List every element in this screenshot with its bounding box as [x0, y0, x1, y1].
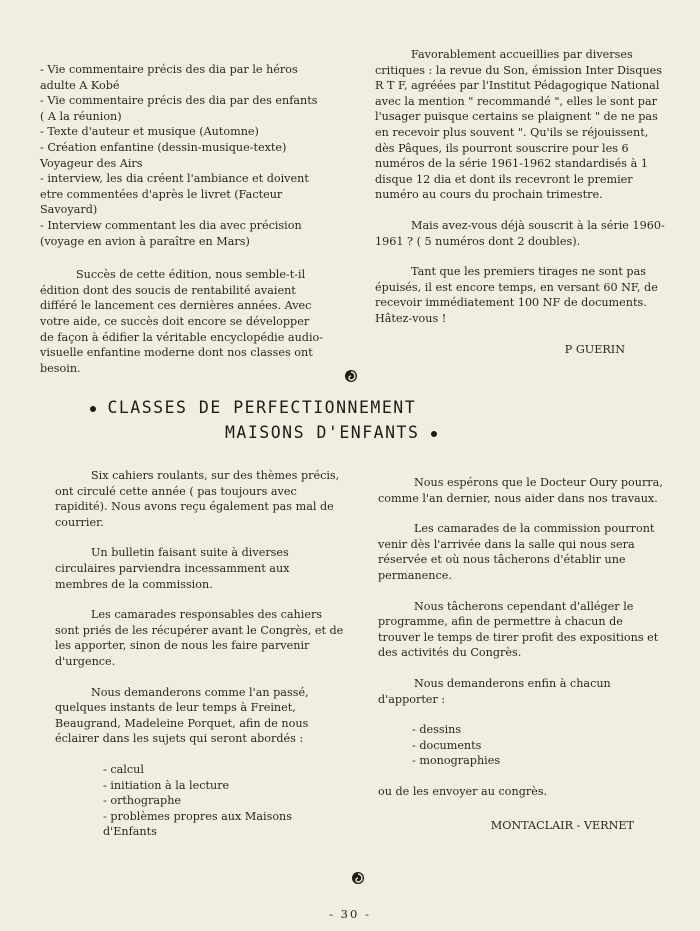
bullet-icon: [90, 406, 96, 412]
signature: P GUERIN: [564, 342, 625, 356]
topic-list: [55, 762, 345, 840]
list-block: [40, 62, 325, 249]
paragraph: Nous tâcherons cependant d'alléger le programme, afin de permettre à chacun de trouver le temps de tirer profit des expositions et des activités du Congrès.: [378, 599, 659, 660]
paragraph: Mais avez-vous déjà souscrit à la série 1960-1961 ? ( 5 numéros dont 2 doubles).: [375, 218, 665, 248]
paragraph: Les camarades de la commission pourront venir dès l'arrivée dans la salle qui nous sera réservée et où nous tâcherons d'établir une permanence.: [378, 522, 655, 582]
list-item: - Interview commentant les dia avec précision (voyage en avion à paraître en Mars): [40, 218, 302, 248]
paragraph: ou de les envoyer au congrès.: [378, 784, 548, 798]
paragraph: Nous demanderons comme l'an passé, quelques instants de leur temps à Freinet, Beaugrand, Madeleine Porquet, afin de nous éclairer dans les sujets qui seront abordés :: [55, 685, 309, 746]
paragraph: Nous espérons que le Docteur Oury pourra, comme l'an dernier, nous aider dans nos travaux.: [378, 476, 663, 505]
top-right-column: [375, 47, 665, 372]
list-item: - Vie commentaire précis des dia par des enfants ( A la réunion): [40, 94, 318, 123]
bottom-right-column: [378, 475, 664, 848]
swirl-ornament-icon: [344, 369, 358, 383]
section-heading: [60, 398, 480, 442]
list-item: - calcul: [103, 762, 144, 776]
paragraph: Favorablement accueillies par diverses critiques : la revue du Son, émission Inter Disques R T F, agréées par l'Institut Pédagogique National avec la mention " recommandé ", elles le sont par l'usager puisque certains se plaignent " de ne pas en recevoir plus souvent ". Qu'ils se réjouissent, dès Pâques, ils pourront souscrire pour les 6 numéros de la série 1961-1962 standardisés à 1 disque 12 dia et dont ils recevront le premier numéro au cours du prochain trimestre.: [375, 48, 663, 202]
bullet-icon: [431, 431, 437, 437]
paragraph: Nous demanderons enfin à chacun d'apporter :: [378, 676, 611, 706]
paragraph: Six cahiers roulants, sur des thèmes précis, ont circulé cette année ( pas toujours avec rapidité). Nous avons reçu également pas mal de courrier.: [55, 469, 340, 529]
list-item: - interview, les dia créent l'ambiance et doivent etre commentées d'après le livret (Facteur Savoyard): [40, 172, 309, 217]
list-item: - monographies: [412, 754, 501, 768]
paragraph: Succès de cette édition, nous semble-t-il édition dont des soucis de rentabilité avaient différé le lancement ces dernières années. Avec votre aide, ce succès doit encore se développer de façon à édifier la véritable encyclopédie audio-visuelle enfantine moderne dont nos classes ont besoin.: [40, 268, 324, 375]
list-item: - documents: [412, 738, 482, 752]
item-list: [378, 722, 664, 769]
heading-line-1: CLASSES DE PERFECTIONNEMENT: [107, 398, 417, 417]
heading-line-2: MAISONS D'ENFANTS: [225, 423, 420, 442]
signature: MONTACLAIR - VERNET: [490, 818, 634, 832]
paragraph: Un bulletin faisant suite à diverses circulaires parviendra incessamment aux membres de la commission.: [55, 546, 290, 591]
swirl-ornament-icon: [351, 871, 365, 885]
paragraph: Tant que les premiers tirages ne sont pas épuisés, il est encore temps, en versant 60 NF, de recevoir immédiatement 100 NF de documents. Hâtez-vous !: [375, 265, 658, 325]
bottom-left-column: [55, 468, 345, 855]
list-item: - Texte d'auteur et musique (Automne): [40, 125, 259, 139]
list-item: - problèmes propres aux Maisons d'Enfants: [103, 809, 293, 839]
list-item: - Vie commentaire précis des dia par le héros adulte A Kobé: [40, 63, 298, 92]
list-item: - initiation à la lecture: [103, 778, 230, 792]
paragraph: Les camarades responsables des cahiers sont priés de les récupérer avant le Congrès, et de les apporter, sinon de nous les faire parvenir d'urgence.: [55, 608, 344, 668]
list-item: - dessins: [412, 723, 462, 737]
page-number: - 30 -: [329, 907, 371, 921]
top-left-column: [40, 62, 325, 391]
list-item: - Création enfantine (dessin-musique-texte) Voyageur des Airs: [40, 140, 287, 170]
list-item: - orthographe: [103, 794, 182, 808]
